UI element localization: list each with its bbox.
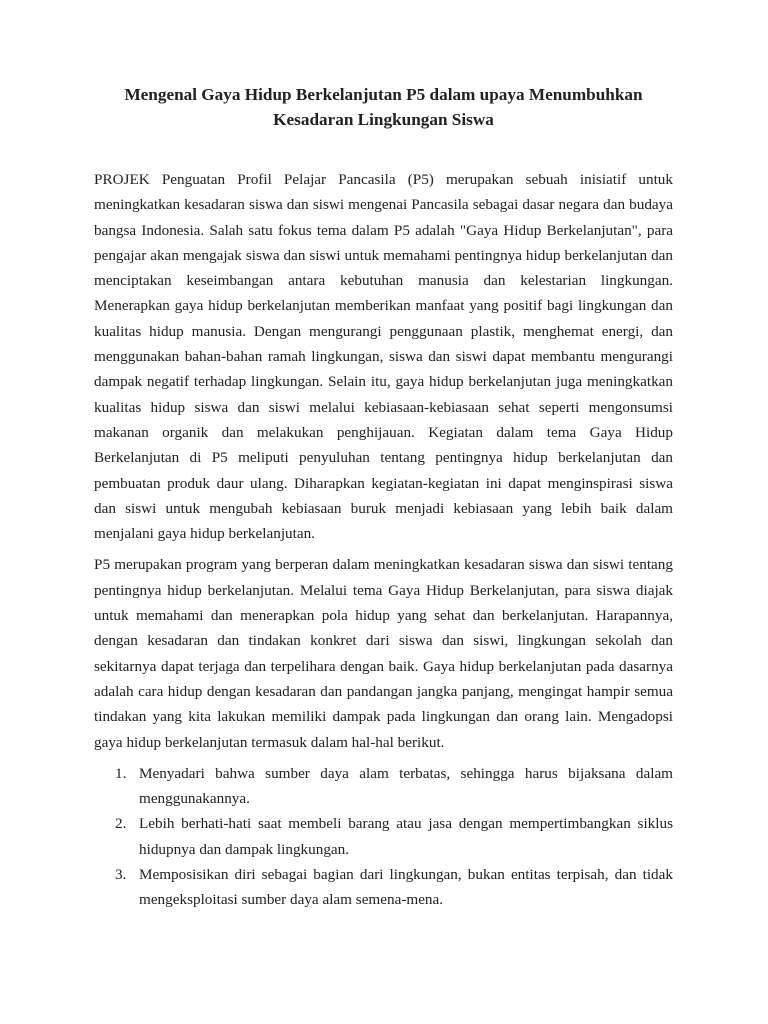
list-item bbox=[94, 811, 673, 862]
list-item-number: 2. bbox=[115, 815, 127, 833]
numbered-list bbox=[94, 761, 673, 913]
list-item-text: Memposisikan diri sebagai bagian dari lingkungan, bukan entitas terpisah, dan tidak mengeksploitasi sumber daya alam semena-mena. bbox=[139, 866, 673, 909]
list-item-text: Lebih berhati-hati saat membeli barang atau jasa dengan mempertimbangkan siklus hidupnya dan dampak lingkungan. bbox=[139, 815, 673, 858]
list-item-number: 1. bbox=[115, 764, 127, 782]
list-item bbox=[94, 862, 673, 913]
list-item bbox=[94, 761, 673, 812]
list-item-number: 3. bbox=[115, 866, 127, 884]
list-item-text: Menyadari bahwa sumber daya alam terbatas, sehingga harus bijaksana dalam menggunakannya. bbox=[139, 764, 673, 808]
document-title: Mengenal Gaya Hidup Berkelanjutan P5 dalam upaya Menumbuhkan Kesadaran Lingkungan Siswa bbox=[124, 85, 643, 129]
paragraph: PROJEK Penguatan Profil Pelajar Pancasila (P5) merupakan sebuah inisiatif untuk meningkatkan kesadaran siswa dan siswi mengenai Pancasila sebagai dasar negara dan budaya bangsa Indonesia. Salah satu fokus tema dalam P5 adalah "Gaya Hidup Berkelanjutan", para pengajar akan mengajak siswa dan siswi untuk memahami pentingnya hidup berkelanjutan dan menciptakan keseimbangan antara kebutuhan manusia dan kelestarian lingkungan. Menerapkan gaya hidup berkelanjutan memberikan manfaat yang positif bagi lingkungan dan kualitas hidup manusia. Dengan mengurangi penggunaan plastik, menghemat energi, dan menggunakan bahan-bahan ramah lingkungan, siswa dan siswi dapat membantu mengurangi dampak negatif terhadap lingkungan. Selain itu, gaya hidup berkelanjutan juga meningkatkan kualitas hidup siswa dan siswi melalui kebiasaan-kebiasaan sehat seperti mengonsumsi makanan organik dan melakukan penghijauan. Kegiatan dalam tema Gaya Hidup Berkelanjutan di P5 meliputi penyuluhan tentang pentingnya hidup berkelanjutan dan pembuatan produk daur ulang. Diharapkan kegiatan-kegiatan ini dapat menginspirasi siswa dan siswi untuk mengubah kebiasaan buruk menjadi kebiasaan yang lebih baik dalam menjalani gaya hidup berkelanjutan. bbox=[94, 171, 673, 543]
paragraph: P5 merupakan program yang berperan dalam meningkatkan kesadaran siswa dan siswi tentang pentingnya hidup berkelanjutan. Melalui tema Gaya Hidup Berkelanjutan, para siswa diajak untuk memahami dan menerapkan pola hidup yang sehat dan berkelanjutan. Harapannya, dengan kesadaran dan tindakan konkret dari siswa dan siswi, lingkungan sekolah dan sekitarnya dapat terjaga dan terpelihara dengan baik. Gaya hidup berkelanjutan pada dasarnya adalah cara hidup dengan kesadaran dan pandangan jangka panjang, mengingat hampir semua tindakan yang kita lakukan memiliki dampak pada lingkungan dan orang lain. Mengadopsi gaya hidup berkelanjutan termasuk dalam hal-hal berikut. bbox=[94, 556, 673, 751]
